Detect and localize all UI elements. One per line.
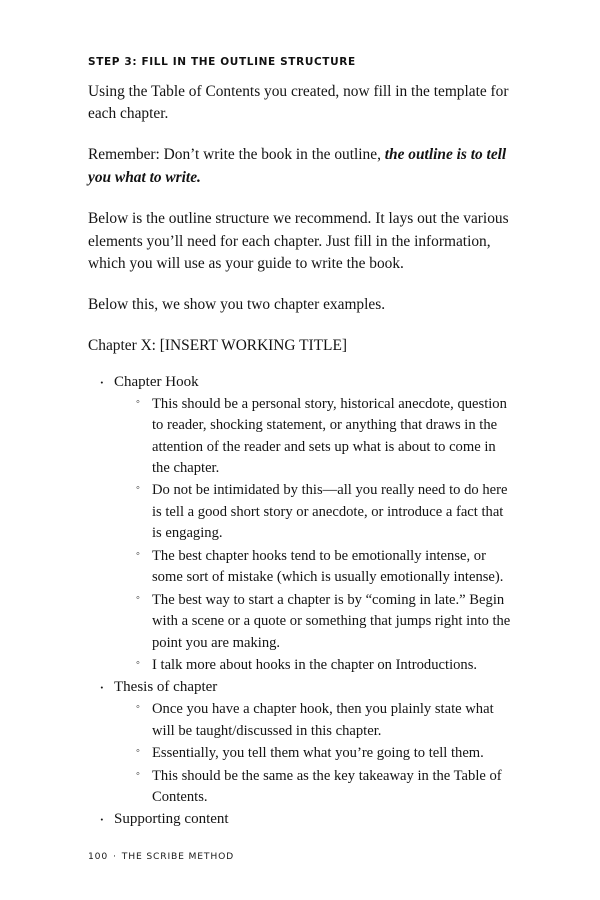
outline-subitem: ◦ Essentially, you tell them what you’re going to tell them. xyxy=(136,743,514,764)
outline-subitem: ◦ This should be the same as the key takeaway in the Table of Contents. xyxy=(136,766,514,809)
paragraph-examples: Below this, we show you two chapter examples. xyxy=(88,296,386,314)
outline-sublist-chapter-hook xyxy=(114,394,514,677)
outline-sublist-thesis xyxy=(114,699,514,808)
outline-item-label: · Supporting content xyxy=(114,809,514,831)
outline-subitem: ◦ The best way to start a chapter is by “coming in late.” Begin with a scene or a quote or something that jumps right into the point you are making. xyxy=(136,590,514,654)
paragraph-intro: Using the Table of Contents you created, now fill in the template for each chapter. xyxy=(88,82,509,123)
footer-book-title: THE SCRIBE METHOD xyxy=(121,851,235,862)
chapter-working-title: Chapter X: [INSERT WORKING TITLE] xyxy=(88,337,347,355)
page-footer xyxy=(88,851,234,862)
remember-lead: Remember: Don’t write the book in the outline, xyxy=(88,146,385,164)
outline-subitem: ◦ Once you have a chapter hook, then you plainly state what will be taught/discussed in this chapter. xyxy=(136,699,514,742)
outline-subitem: ◦ The best chapter hooks tend to be emotionally intense, or some sort of mistake (which is usually emotionally intense). xyxy=(136,546,514,589)
outline-list xyxy=(88,372,514,832)
paragraph-remember xyxy=(88,144,514,190)
outline-item-label: · Thesis of chapter xyxy=(114,677,514,699)
outline-subitem: ◦ I talk more about hooks in the chapter on Introductions. xyxy=(136,655,514,676)
remember-emphasis: the outline is to tell you what to write. xyxy=(88,146,507,187)
paragraph-structure: Below is the outline structure we recommend. It lays out the various elements you’ll need for each chapter. Just fill in the information, which you will use as your guide to write the book. xyxy=(88,209,509,273)
outline-subitem: ◦ This should be a personal story, historical anecdote, question to reader, shocking statement, or anything that draws in the attention of the reader and sets up what is about to come in the chapter. xyxy=(136,394,514,480)
outline-item-supporting-content xyxy=(94,809,514,831)
outline-subitem: ◦ Do not be intimidated by this—all you really need to do here is tell a good short story or anecdote, or introduce a fact that is engaging. xyxy=(136,480,514,544)
footer-page-number: 100 xyxy=(88,851,109,862)
footer-separator: · xyxy=(113,851,117,862)
outline-item-chapter-hook xyxy=(94,372,514,677)
outline-item-label: · Chapter Hook xyxy=(114,372,514,394)
section-heading: STEP 3: FILL IN THE OUTLINE STRUCTURE xyxy=(88,56,356,68)
outline-item-thesis xyxy=(94,677,514,808)
